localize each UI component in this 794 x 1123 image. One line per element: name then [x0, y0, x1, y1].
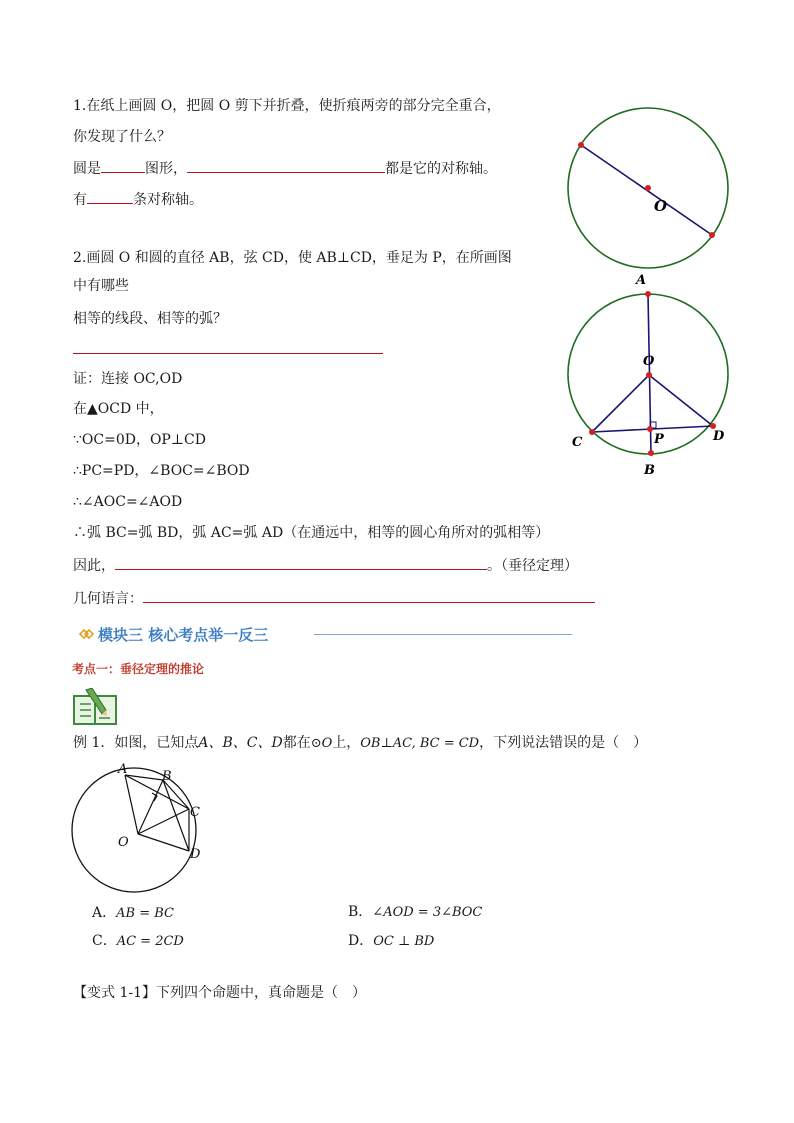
point-marker — [709, 232, 715, 238]
segment-oc — [592, 375, 649, 432]
segment-oa — [125, 775, 138, 834]
figure-circle-diameter — [560, 104, 736, 274]
point-marker — [647, 426, 653, 432]
point-marker — [578, 142, 584, 148]
q2-line3: 相等的线段、相等的弧？ — [73, 311, 227, 327]
q2-line1: 2.画圆 O 和圆的直径 AB，弦 CD，使 AB⊥CD，垂足为 P，在所画图 — [73, 250, 512, 266]
example-mid: 都在 — [282, 735, 311, 751]
blank-figure-type — [101, 158, 145, 173]
label-o: O — [118, 835, 129, 850]
option-text: OC ⊥ BD — [373, 934, 435, 949]
variant-text: 下列四个命题中，真命题是（ ） — [156, 985, 366, 1001]
option-label: A． — [92, 905, 117, 921]
proof-line: ∴∠AOC=∠AOD — [73, 494, 183, 510]
point-marker — [589, 429, 595, 435]
blank-axis — [187, 158, 385, 173]
point-marker — [646, 372, 652, 378]
q1-text: 都是它的对称轴。 — [385, 161, 497, 177]
option-label: D． — [348, 933, 374, 949]
label-p: P — [654, 432, 664, 447]
label-b: B — [644, 463, 655, 478]
option-label: B． — [348, 904, 373, 920]
example-prefix: 例 1．如图，已知点 — [73, 735, 199, 751]
label-o: O — [654, 197, 668, 215]
label-a: A — [636, 273, 647, 288]
proof-line: ∴PC=PD，∠BOC=∠BOD — [73, 463, 250, 479]
proof-line: 证：连接 OC,OD — [73, 371, 183, 387]
q1-text: 有 — [73, 192, 87, 208]
module-divider — [314, 634, 572, 635]
example-suffix: ，下列说法错误的是（ ） — [479, 735, 648, 751]
label-b: B — [162, 769, 172, 784]
point-marker — [648, 450, 654, 456]
q1-text: 圆是 — [73, 161, 101, 177]
diamond-icon — [78, 627, 94, 641]
label-c: C — [190, 805, 200, 820]
figure-example-circle — [64, 760, 214, 896]
therefore-suffix: 。（垂径定理） — [487, 558, 578, 574]
variant-label: 【变式 1-1】 — [73, 985, 156, 1001]
proof-line: ∴弧 BC=弧 BD，弧 AC=弧 AD（在通远中，相等的圆心角所对的弧相等） — [73, 525, 550, 541]
label-c: C — [572, 435, 583, 450]
segment-ac — [125, 775, 189, 809]
option-label: C． — [92, 933, 117, 949]
q1-line3 — [73, 158, 497, 179]
proof-line: 在▲OCD 中， — [73, 401, 164, 417]
label-d: D — [713, 429, 725, 444]
example-mid2: 上， — [332, 735, 361, 751]
q1-text: 条对称轴。 — [133, 192, 203, 208]
q1-line1: 1.在纸上画圆 O，把圆 O 剪下并折叠，使折痕两旁的部分完全重合， — [73, 98, 501, 114]
circle-outline — [72, 768, 196, 892]
module-title: 模块三 核心考点举一反三 — [98, 626, 269, 644]
example-line — [73, 733, 647, 754]
blank-theorem — [115, 555, 487, 570]
example-circle: ⊙O — [310, 736, 333, 751]
answer-rule — [73, 353, 383, 354]
option-text: AC = 2CD — [116, 934, 184, 949]
geometry-line — [73, 588, 595, 609]
q2-line2: 中有哪些 — [73, 278, 129, 294]
q1-line4 — [73, 189, 203, 210]
example-condition: OB⊥AC, BC = CD — [360, 736, 480, 751]
point-marker — [645, 291, 651, 297]
segment-od — [649, 375, 713, 426]
segment-od — [138, 834, 189, 851]
q1-line2: 你发现了什么？ — [73, 129, 171, 145]
label-d: D — [190, 847, 201, 862]
option-d[interactable] — [348, 931, 434, 952]
blank-geometry — [143, 588, 595, 603]
option-text: ∠AOD = 3∠BOC — [372, 905, 483, 920]
variant-line — [73, 983, 366, 1003]
blank-axis-count — [87, 189, 133, 204]
book-pencil-icon — [72, 688, 118, 726]
kaodian-title: 考点一：垂径定理的推论 — [72, 662, 205, 676]
therefore-line — [73, 555, 578, 576]
option-text: AB = BC — [116, 906, 174, 921]
therefore-label: 因此， — [73, 558, 115, 574]
option-a[interactable] — [92, 903, 174, 924]
label-o: O — [643, 354, 655, 369]
option-b[interactable] — [348, 902, 482, 923]
figure-perpendicular-chord — [560, 272, 736, 480]
point-marker — [645, 185, 651, 191]
segment-bd — [163, 780, 189, 851]
example-points: A、B、C、D — [198, 735, 283, 751]
geometry-label: 几何语言： — [73, 591, 143, 607]
proof-line: ∵OC=0D，OP⊥CD — [73, 432, 206, 448]
q1-text: 图形， — [145, 161, 187, 177]
label-a: A — [118, 762, 128, 777]
option-c[interactable] — [92, 931, 184, 952]
